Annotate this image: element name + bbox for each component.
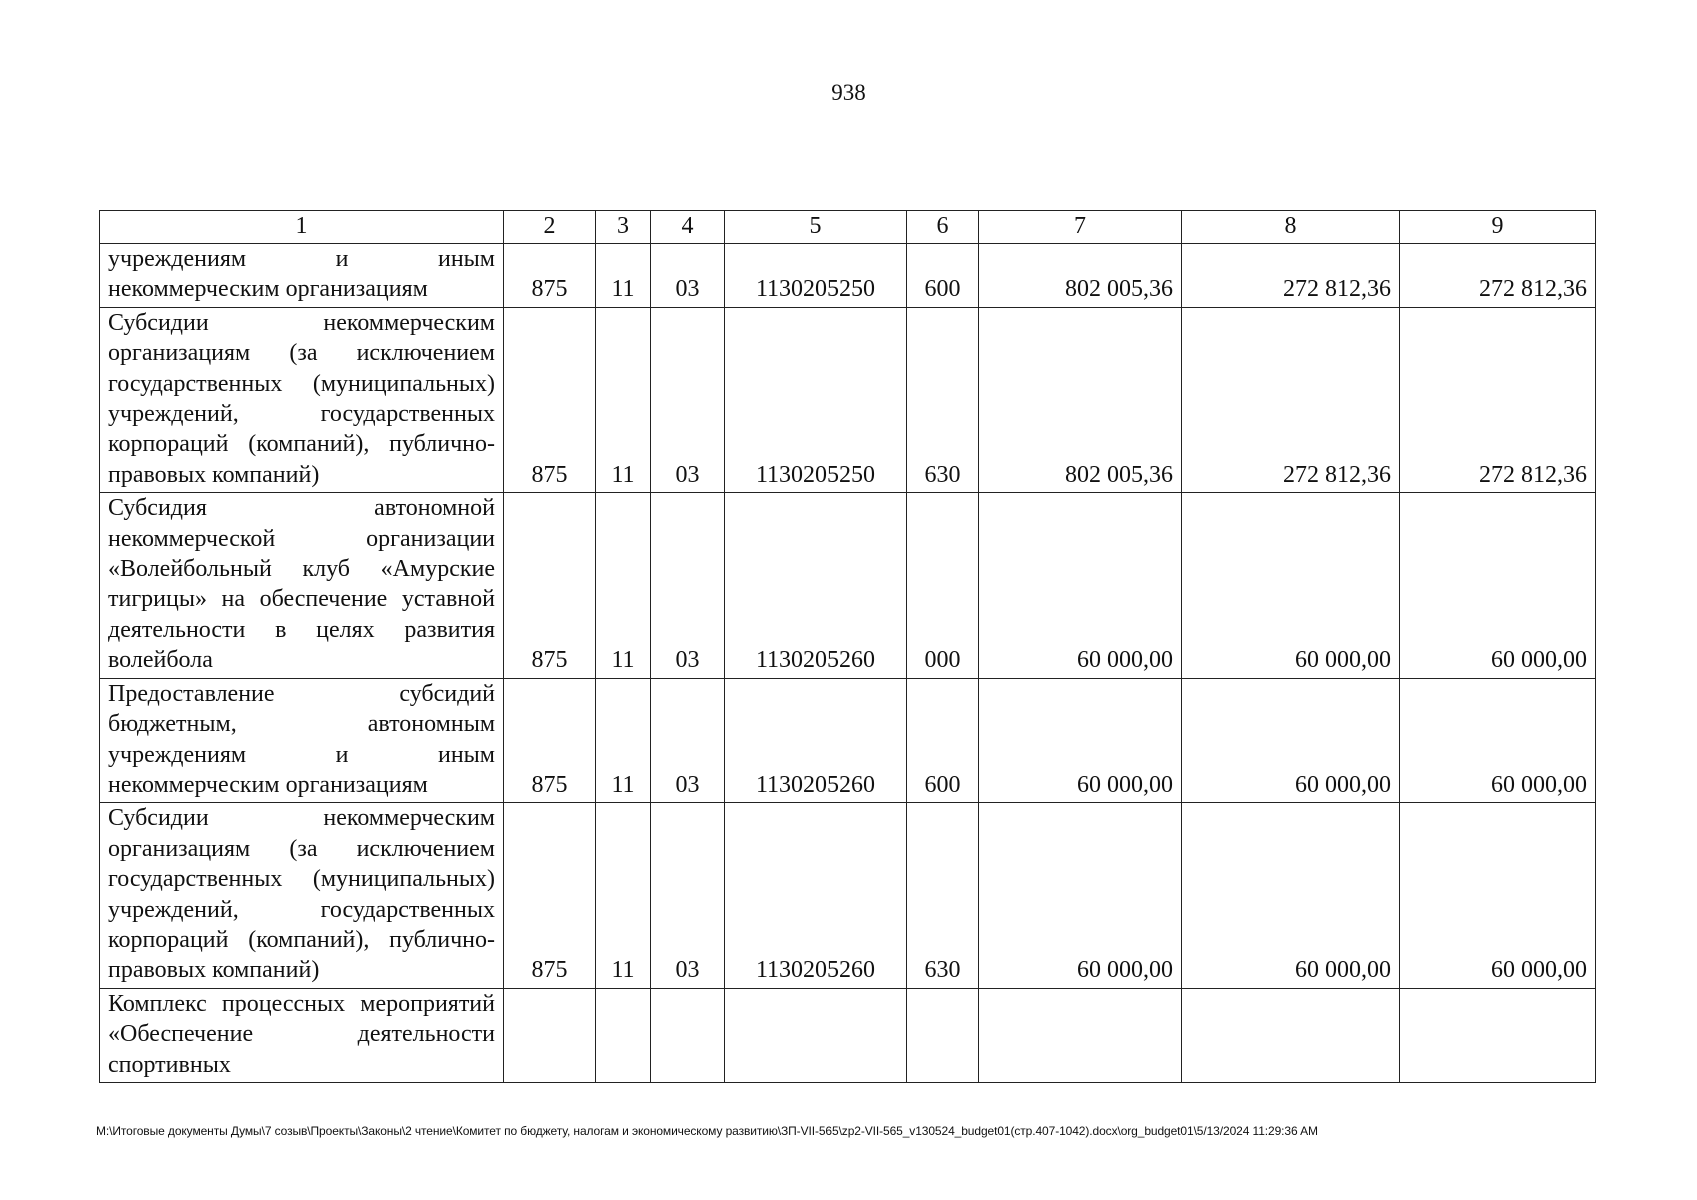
amount-col-7: 802 005,36 [979,307,1182,492]
amount-col-7: 60 000,00 [979,803,1182,988]
ministry-code: 875 [504,307,596,492]
header-cell-2: 2 [504,211,596,244]
header-cell-6: 6 [907,211,979,244]
amount-col-9: 60 000,00 [1400,803,1596,988]
section-code: 11 [596,244,651,308]
table-row [100,988,1596,1082]
table-row [100,244,1596,308]
amount-col-7 [979,988,1182,1082]
row-name: Субсидии некоммерческим организациям (за исключением государственных (муниципальных) учреждений, государственных корпораций (компаний), публично-правовых компаний) [100,803,504,988]
section-code: 11 [596,493,651,678]
ministry-code: 875 [504,493,596,678]
expense-type-code: 600 [907,678,979,803]
amount-col-8: 60 000,00 [1182,803,1400,988]
subsection-code: 03 [651,803,725,988]
target-article-code: 1130205250 [725,307,907,492]
expense-type-code: 630 [907,307,979,492]
expense-type-code: 000 [907,493,979,678]
header-cell-5: 5 [725,211,907,244]
amount-col-9: 272 812,36 [1400,307,1596,492]
subsection-code: 03 [651,244,725,308]
row-name: Комплекс процессных мероприятий «Обеспечение деятельности спортивных [100,988,504,1082]
amount-col-9: 272 812,36 [1400,244,1596,308]
amount-col-9: 60 000,00 [1400,678,1596,803]
expense-type-code [907,988,979,1082]
table-row [100,493,1596,678]
table-row [100,307,1596,492]
amount-col-7: 60 000,00 [979,678,1182,803]
expense-type-code: 630 [907,803,979,988]
section-code: 11 [596,803,651,988]
row-name: учреждениям и иным некоммерческим организациям [100,244,504,308]
subsection-code: 03 [651,493,725,678]
amount-col-8: 60 000,00 [1182,493,1400,678]
amount-col-9: 60 000,00 [1400,493,1596,678]
section-code: 11 [596,678,651,803]
header-cell-7: 7 [979,211,1182,244]
amount-col-7: 802 005,36 [979,244,1182,308]
footer-file-path: M:\Итоговые документы Думы\7 созыв\Проекты\Законы\2 чтение\Комитет по бюджету, налогам и экономическому развитию\ЗП-VII-565\zp2-VII-565_v130524_budget01(стр.407-1042).docx\org_budget01\5/13/2024 11:29:36 AM [96,1124,1318,1138]
subsection-code: 03 [651,307,725,492]
subsection-code [651,988,725,1082]
ministry-code: 875 [504,244,596,308]
amount-col-8: 272 812,36 [1182,244,1400,308]
header-row [100,211,1596,244]
ministry-code: 875 [504,678,596,803]
amount-col-9 [1400,988,1596,1082]
amount-col-7: 60 000,00 [979,493,1182,678]
amount-col-8: 272 812,36 [1182,307,1400,492]
target-article-code: 1130205260 [725,493,907,678]
target-article-code: 1130205260 [725,678,907,803]
target-article-code: 1130205260 [725,803,907,988]
row-name: Предоставление субсидий бюджетным, автономным учреждениям и иным некоммерческим организациям [100,678,504,803]
table-row [100,803,1596,988]
header-cell-3: 3 [596,211,651,244]
amount-col-8 [1182,988,1400,1082]
subsection-code: 03 [651,678,725,803]
header-cell-4: 4 [651,211,725,244]
header-cell-9: 9 [1400,211,1596,244]
section-code: 11 [596,307,651,492]
budget-table [99,210,1596,1083]
header-cell-1: 1 [100,211,504,244]
header-cell-8: 8 [1182,211,1400,244]
ministry-code [504,988,596,1082]
target-article-code [725,988,907,1082]
expense-type-code: 600 [907,244,979,308]
row-name: Субсидия автономной некоммерческой организации «Волейбольный клуб «Амурские тигрицы» на обеспечение уставной деятельности в целях развития волейбола [100,493,504,678]
ministry-code: 875 [504,803,596,988]
amount-col-8: 60 000,00 [1182,678,1400,803]
page-number: 938 [831,80,866,105]
table-row [100,678,1596,803]
section-code [596,988,651,1082]
target-article-code: 1130205250 [725,244,907,308]
row-name: Субсидии некоммерческим организациям (за исключением государственных (муниципальных) учреждений, государственных корпораций (компаний), публично-правовых компаний) [100,307,504,492]
